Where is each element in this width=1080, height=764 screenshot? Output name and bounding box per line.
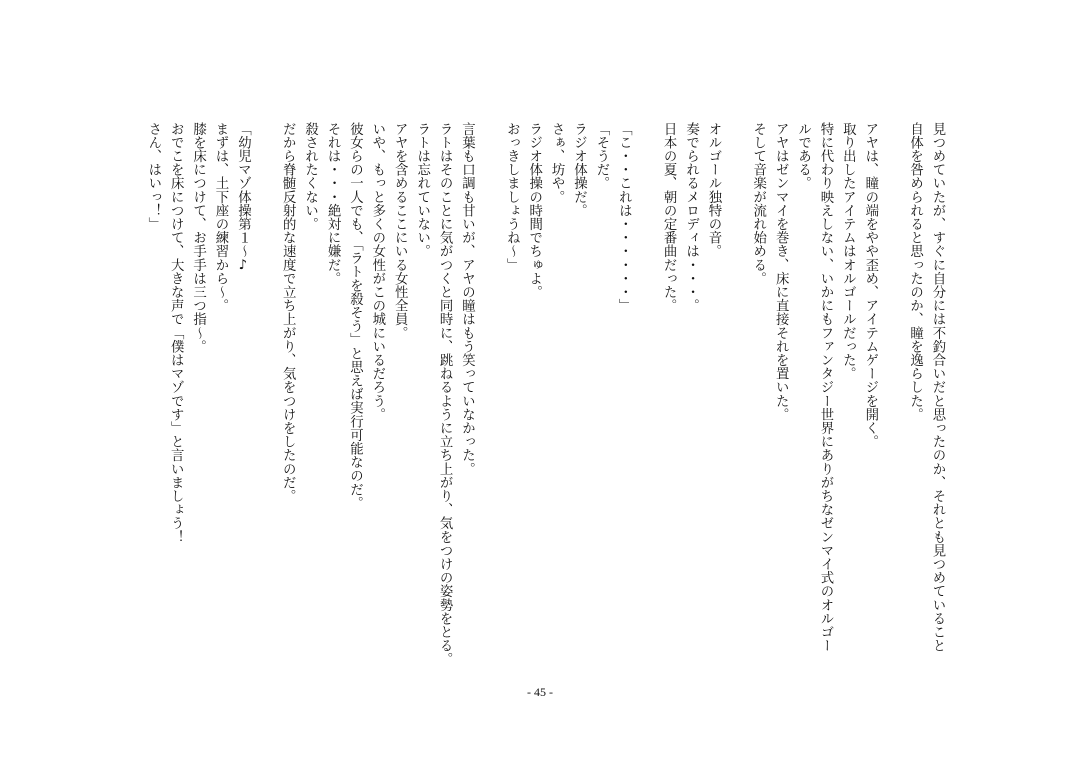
text-line: 殺されたくない。 <box>302 122 318 231</box>
text-line: 特に代わり映えしない、いかにもファンタジー世界にありがちなゼンマイ式のオルゴー <box>817 122 833 653</box>
blank-line <box>634 122 656 682</box>
blank-line <box>477 122 499 682</box>
text-line: いや、もっと多くの女性がこの城にいるだろう。 <box>369 122 385 422</box>
blank-line <box>253 122 275 682</box>
text-line: アヤを含めるここにいる女性全員。 <box>392 122 408 340</box>
vertical-text-body <box>118 122 948 682</box>
text-line: 「そうだ。 <box>593 122 609 190</box>
text-line: ラジオ体操だ。 <box>571 122 587 218</box>
text-line: おでこを床につけて、大きな声で「僕はマゾです」と言いましょう！ <box>168 122 184 544</box>
page-number: - 45 - <box>527 685 553 699</box>
text-line: 膝を床につけて、お手手は三つ指～。 <box>190 122 206 354</box>
text-line: ルである。 <box>795 122 811 190</box>
text-line: 日本の夏、朝の定番曲だった。 <box>661 122 677 313</box>
text-line: アヤはゼンマイを巻き、床に直接それを置いた。 <box>773 122 789 422</box>
text-line: まずは、土下座の練習から～。 <box>213 122 228 313</box>
text-line: 奏でられるメロディは・・・。 <box>683 122 699 313</box>
text-line: だから脊髄反射的な速度で立ち上がり、気をつけをしたのだ。 <box>280 122 296 503</box>
text-line: 取り出したアイテムはオルゴールだった。 <box>840 122 856 381</box>
text-line: 自体を咎められると思ったのか、瞳を逸らした。 <box>907 122 923 422</box>
text-line: オルゴール独特の音。 <box>705 122 721 258</box>
text-line: ラトは忘れていない。 <box>414 122 430 258</box>
text-line: 言葉も口調も甘いが、アヤの瞳はもう笑っていなかった。 <box>459 122 475 476</box>
text-line: 「幼児マゾ体操第１～♪ <box>235 122 251 274</box>
text-line: おっきしましょうね～」 <box>504 122 520 272</box>
text-line: アヤは、瞳の端をやや歪め、アイテムゲージを開く。 <box>862 122 878 449</box>
text-line: ラトはそのことに気がつくと同時に、跳ねるように立ち上がり、気をつけの姿勢をとる。 <box>437 122 453 666</box>
text-line: さぁ、坊や。 <box>549 122 565 204</box>
blank-line <box>881 122 903 682</box>
text-line: 「こ・・これは・・・・・・」 <box>616 122 632 313</box>
text-line: ラジオ体操の時間でちゅよ。 <box>526 122 542 299</box>
blank-line <box>724 122 746 682</box>
text-line: それは・・・絶対に嫌だ。 <box>325 122 341 286</box>
text-line: 見つめていたが、すぐに自分には不釣合いだと思ったのか、それとも見つめていること <box>930 122 945 653</box>
text-line: さん、はいっ！」 <box>145 122 161 231</box>
text-line: そして音楽が流れ始める。 <box>750 122 766 286</box>
text-line: 彼女らの一人でも、「ラトを殺そう」と思えば実行可能なのだ。 <box>347 122 363 510</box>
